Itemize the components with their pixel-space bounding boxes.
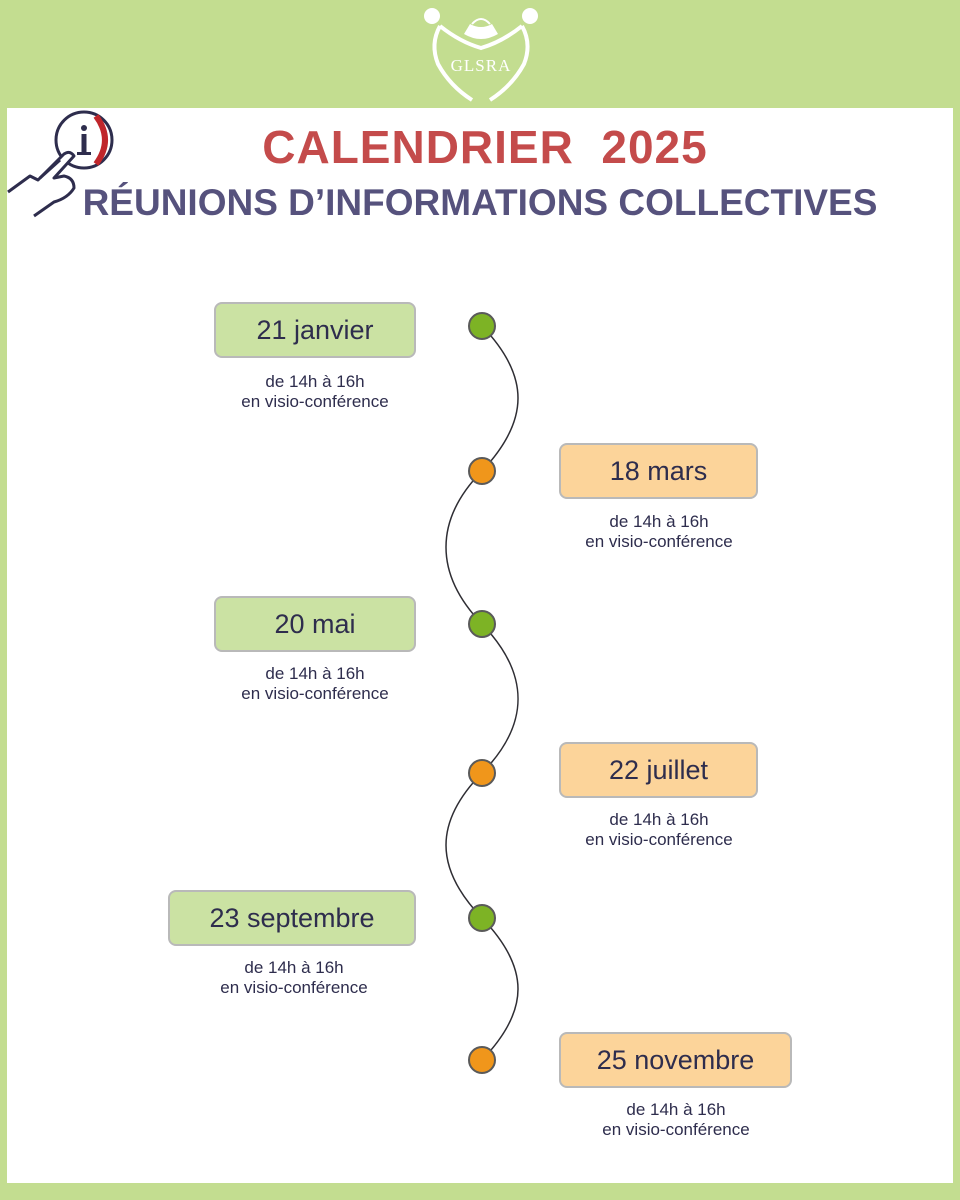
event-mode: en visio-conférence	[585, 830, 733, 849]
event-mode: en visio-conférence	[602, 1120, 750, 1139]
event-details	[195, 664, 435, 704]
timeline-dot	[468, 312, 496, 340]
event-date-box: 21 janvier	[214, 302, 416, 358]
timeline-dot	[468, 759, 496, 787]
timeline-dot	[468, 904, 496, 932]
timeline-dot	[468, 610, 496, 638]
page-subtitle: RÉUNIONS D’INFORMATIONS COLLECTIVES	[82, 182, 878, 223]
content-card	[7, 108, 953, 1183]
event-time: de 14h à 16h	[609, 512, 709, 531]
event-mode: en visio-conférence	[220, 978, 368, 997]
logo-graphic	[420, 4, 542, 104]
glsra-logo-icon	[420, 4, 542, 104]
event-time: de 14h à 16h	[265, 372, 365, 391]
event-date-box: 22 juillet	[559, 742, 758, 798]
event-details	[556, 1100, 796, 1140]
event-date-box: 25 novembre	[559, 1032, 792, 1088]
event-details	[195, 372, 435, 412]
event-mode: en visio-conférence	[241, 392, 389, 411]
event-details	[539, 512, 779, 552]
event-date-box: 18 mars	[559, 443, 758, 499]
event-mode: en visio-conférence	[241, 684, 389, 703]
event-details	[174, 958, 414, 998]
timeline-dot	[468, 1046, 496, 1074]
header-band	[0, 0, 960, 108]
event-mode: en visio-conférence	[585, 532, 733, 551]
event-date-box: 23 septembre	[168, 890, 416, 946]
event-time: de 14h à 16h	[244, 958, 344, 977]
event-details	[539, 810, 779, 850]
event-time: de 14h à 16h	[609, 810, 709, 829]
event-time: de 14h à 16h	[265, 664, 365, 683]
timeline-dot	[468, 457, 496, 485]
page-title: CALENDRIER 2025	[262, 121, 708, 173]
event-time: de 14h à 16h	[626, 1100, 726, 1119]
event-date-box: 20 mai	[214, 596, 416, 652]
logo-text: GLSRA	[450, 56, 512, 75]
